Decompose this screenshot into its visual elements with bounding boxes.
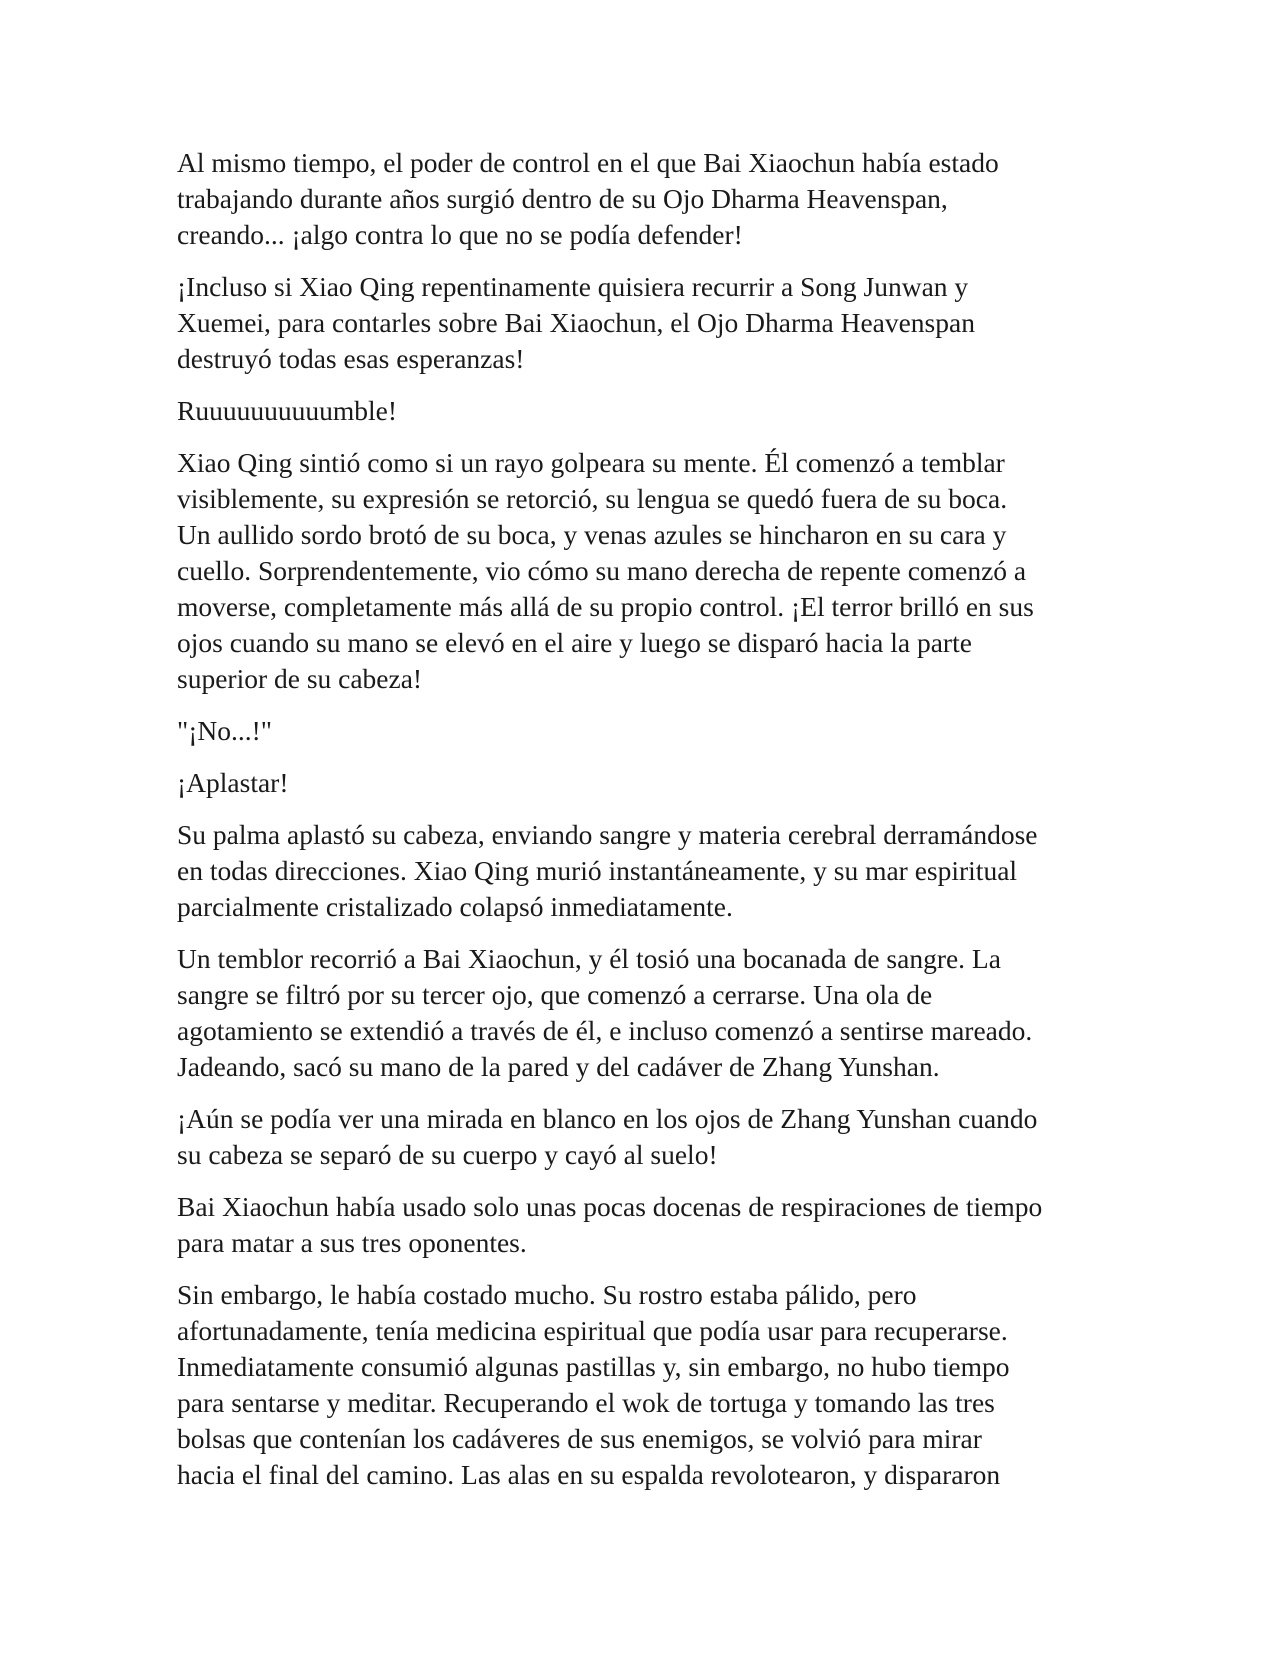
paragraph: Xiao Qing sintió como si un rayo golpeara su mente. Él comenzó a temblar visiblemente, su expresión se retorció, su lengua se quedó fuera de su boca. Un aullido sordo brotó de su boca, y venas azules se hincharon en su cara y cuello. Sorprendentemente, vio cómo su mano derecha de repente comenzó a moverse, completamente más allá de su propio control. ¡El terror brilló en sus ojos cuando su mano se elevó en el aire y luego se disparó hacia la parte superior de su cabeza! bbox=[177, 447, 1034, 694]
paragraph: ¡Aún se podía ver una mirada en blanco en los ojos de Zhang Yunshan cuando su cabeza se separó de su cuerpo y cayó al suelo! bbox=[177, 1103, 1038, 1170]
paragraph: Bai Xiaochun había usado solo unas pocas docenas de respiraciones de tiempo para matar a sus tres oponentes. bbox=[177, 1191, 1043, 1258]
paragraph: Al mismo tiempo, el poder de control en el que Bai Xiaochun había estado trabajando durante años surgió dentro de su Ojo Dharma Heavenspan, creando... ¡algo contra lo que no se podía defender! bbox=[177, 147, 999, 250]
paragraph: ¡Aplastar! bbox=[177, 767, 289, 798]
paragraph: Un temblor recorrió a Bai Xiaochun, y él tosió una bocanada de sangre. La sangre se filtró por su tercer ojo, que comenzó a cerrarse. Una ola de agotamiento se extendió a través de él, e incluso comenzó a sentirse mareado. Jadeando, sacó su mano de la pared y del cadáver de Zhang Yunshan. bbox=[177, 943, 1033, 1082]
text-column bbox=[177, 145, 1117, 1509]
paragraph: Su palma aplastó su cabeza, enviando sangre y materia cerebral derramándose en todas direcciones. Xiao Qing murió instantáneamente, y su mar espiritual parcialmente cristalizado colapsó inmediatamente. bbox=[177, 819, 1038, 922]
paragraph: Sin embargo, le había costado mucho. Su rostro estaba pálido, pero afortunadamente, tenía medicina espiritual que podía usar para recuperarse. Inmediatamente consumió algunas pastillas y, sin embargo, no hubo tiempo para sentarse y meditar. Recuperando el wok de tortuga y tomando las tres bolsas que contenían los cadáveres de sus enemigos, se volvió para mirar hacia el final del camino. Las alas en su espalda revolotearon, y dispararon bbox=[177, 1279, 1010, 1490]
paragraph: ¡Incluso si Xiao Qing repentinamente quisiera recurrir a Song Junwan y Xuemei, para contarles sobre Bai Xiaochun, el Ojo Dharma Heavenspan destruyó todas esas esperanzas! bbox=[177, 271, 975, 374]
paragraph: Ruuuuuuuuuumble! bbox=[177, 395, 397, 426]
paragraph: "¡No...!" bbox=[177, 715, 273, 746]
